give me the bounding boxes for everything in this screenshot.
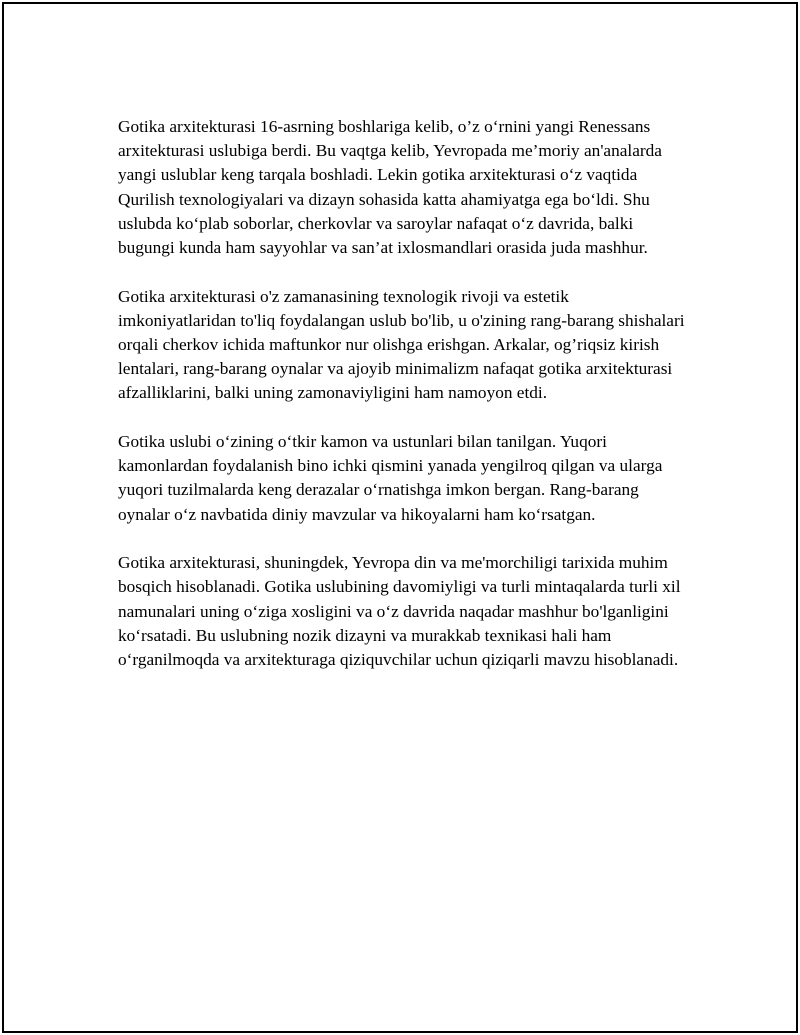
document-body	[118, 115, 686, 697]
paragraph-1: Gotika arxitekturasi 16-asrning boshlariga kelib, o’z o‘rnini yangi Renessans arxitekturasi uslubiga berdi. Bu vaqtga kelib, Yevropada me’moriy an'analarda yangi uslublar keng tarqala boshladi. Lekin gotika arxitekturasi o‘z vaqtida Qurilish texnologiyalari va dizayn sohasida katta ahamiyatga ega bo‘ldi. Shu uslubda ko‘plab soborlar, cherkovlar va saroylar nafaqat o‘z davrida, balki bugungi kunda ham sayyohlar va san’at ixlosmandlari orasida juda mashhur.	[118, 117, 662, 258]
paragraph-4: Gotika arxitekturasi, shuningdek, Yevropa din va me'morchiligi tarixida muhim bosqich hisoblanadi. Gotika uslubining davomiyligi va turli mintaqalarda turli xil namunalari uning o‘ziga xosligini va o‘z davrida naqadar mashhur bo'lganligini ko‘rsatadi. Bu uslubning nozik dizayni va murakkab texnikasi hali ham o‘rganilmoqda va arxitekturaga qiziquvchilar uchun qiziqarli mavzu hisoblanadi.	[118, 553, 681, 670]
paragraph-3: Gotika uslubi o‘zining o‘tkir kamon va ustunlari bilan tanilgan. Yuqori kamonlardan foydalanish bino ichki qismini yanada yengilroq qilgan va ularga yuqori tuzilmalarda keng derazalar o‘rnatishga imkon bergan. Rang-barang oynalar o‘z navbatida diniy mavzular va hikoyalarni ham ko‘rsatgan.	[118, 432, 663, 524]
paragraph-2: Gotika arxitekturasi o'z zamanasining texnologik rivoji va estetik imkoniyatlaridan to'liq foydalangan uslub bo'lib, u o'zining rang-barang shishalari orqali cherkov ichida maftunkor nur olishga erishgan. Arkalar, og’riqsiz kirish lentalari, rang-barang oynalar va ajoyib minimalizm nafaqat gotika arxitekturasi afzalliklarini, balki uning zamonaviyligini ham namoyon etdi.	[118, 286, 685, 403]
